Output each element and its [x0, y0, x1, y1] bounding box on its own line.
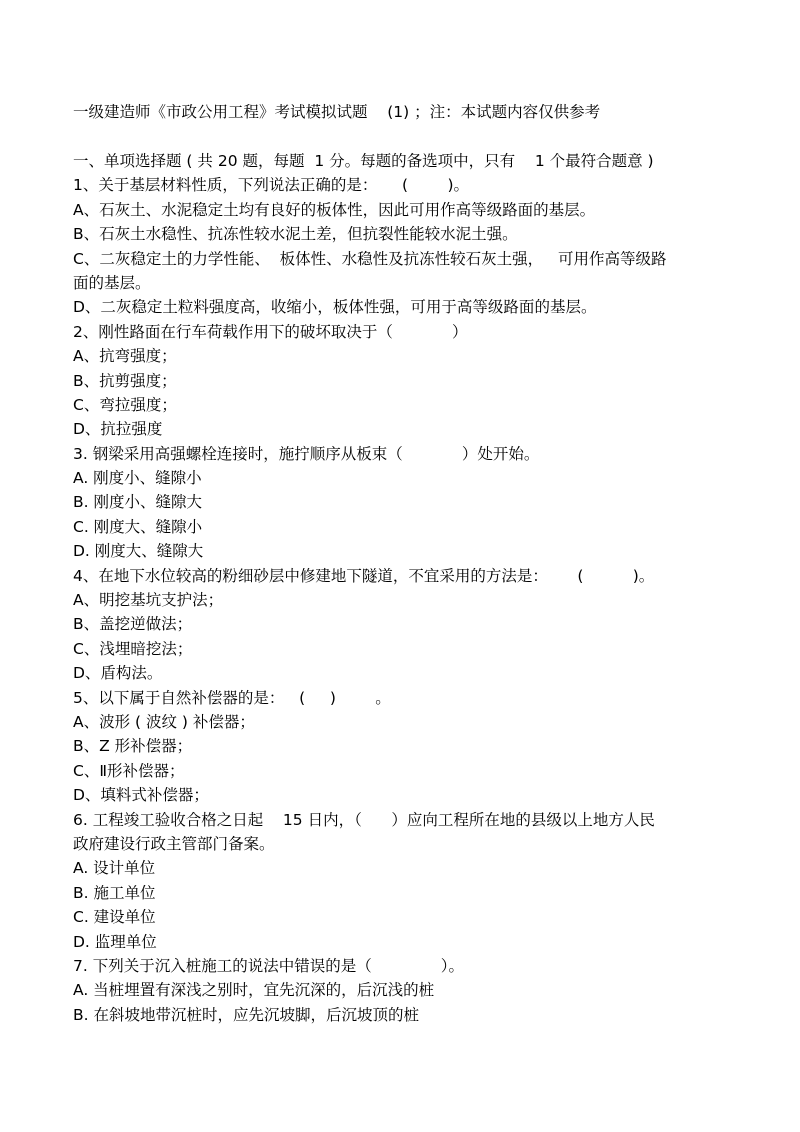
text-line: A. 设计单位 [73, 859, 156, 878]
text-line: D、填料式补偿器； [73, 786, 209, 805]
text-line: C、弯拉强度； [73, 395, 177, 414]
text-line: A、石灰土、水泥稳定土均有良好的板体性，因此可用作高等级路面的基层。 [73, 200, 596, 219]
text-line: 政府建设行政主管部门备案。 [73, 834, 275, 853]
text-line: A、明挖基坑支护法； [73, 591, 224, 610]
text-line: D、抗拉强度 [73, 420, 163, 439]
text-line: 1、关于基层材料性质，下列说法正确的是： ( )。 [73, 176, 470, 195]
text-line: 4、在地下水位较高的粉细砂层中修建地下隧道，不宜采用的方法是： ( )。 [73, 566, 655, 585]
text-line: 3. 钢梁采用高强螺栓连接时，施拧顺序从板束（ ）处开始。 [73, 444, 540, 463]
text-line: A. 刚度小、缝隙小 [73, 469, 202, 488]
text-line: A、抗弯强度； [73, 347, 177, 366]
text-line: A、波形 ( 波纹 ) 补偿器； [73, 712, 255, 731]
text-line: D. 刚度大、缝隙大 [73, 542, 204, 561]
text-line: B、盖挖逆做法； [73, 615, 193, 634]
text-line: C、浅埋暗挖法； [73, 639, 193, 658]
document-body [73, 149, 773, 1027]
text-line: B. 在斜坡地带沉桩时，应先沉坡脚，后沉坡顶的桩 [73, 1005, 419, 1024]
text-line: C. 建设单位 [73, 908, 156, 927]
text-line: B、Z 形补偿器； [73, 737, 193, 756]
text-line: C、二灰稳定土的力学性能、 板体性、水稳性及抗冻性较石灰土强， 可用作高等级路 [73, 249, 667, 268]
text-line: 2、刚性路面在行车荷载作用下的破坏取决于（ ） [73, 322, 468, 341]
text-line: C、Ⅱ形补偿器； [73, 761, 185, 780]
text-line: C. 刚度大、缝隙小 [73, 517, 203, 536]
text-line: A. 当桩埋置有深浅之别时，宜先沉深的，后沉浅的桩 [73, 981, 435, 1000]
text-line: D. 监理单位 [73, 932, 157, 951]
text-line: 6. 工程竣工验收合格之日起 15 日内，（ ）应向工程所在地的县级以上地方人民 [73, 810, 655, 829]
text-line: 7. 下列关于沉入桩施工的说法中错误的是（ ）。 [73, 956, 464, 975]
text-line: B、抗剪强度； [73, 371, 177, 390]
text-line: D、二灰稳定土粒料强度高，收缩小，板体性强，可用于高等级路面的基层。 [73, 298, 597, 317]
text-line: D、盾构法。 [73, 664, 163, 683]
text-line: 面的基层。 [73, 273, 151, 292]
text-line: B. 施工单位 [73, 883, 156, 902]
text-line: 5、以下属于自然补偿器的是： ( ) 。 [73, 688, 391, 707]
text-line: B. 刚度小、缝隙大 [73, 493, 202, 512]
document-title: 一级建造师《市政公用工程》考试模拟试题 (1) ；注：本试题内容仅供参考 [73, 103, 601, 121]
section-heading: 一、单项选择题 ( 共 20 题，每题 1 分。每题的备选项中，只有 1 个最符合题意 ) [73, 152, 654, 170]
text-line: B、石灰土水稳性、抗冻性较水泥土差，但抗裂性能较水泥土强。 [73, 225, 518, 244]
